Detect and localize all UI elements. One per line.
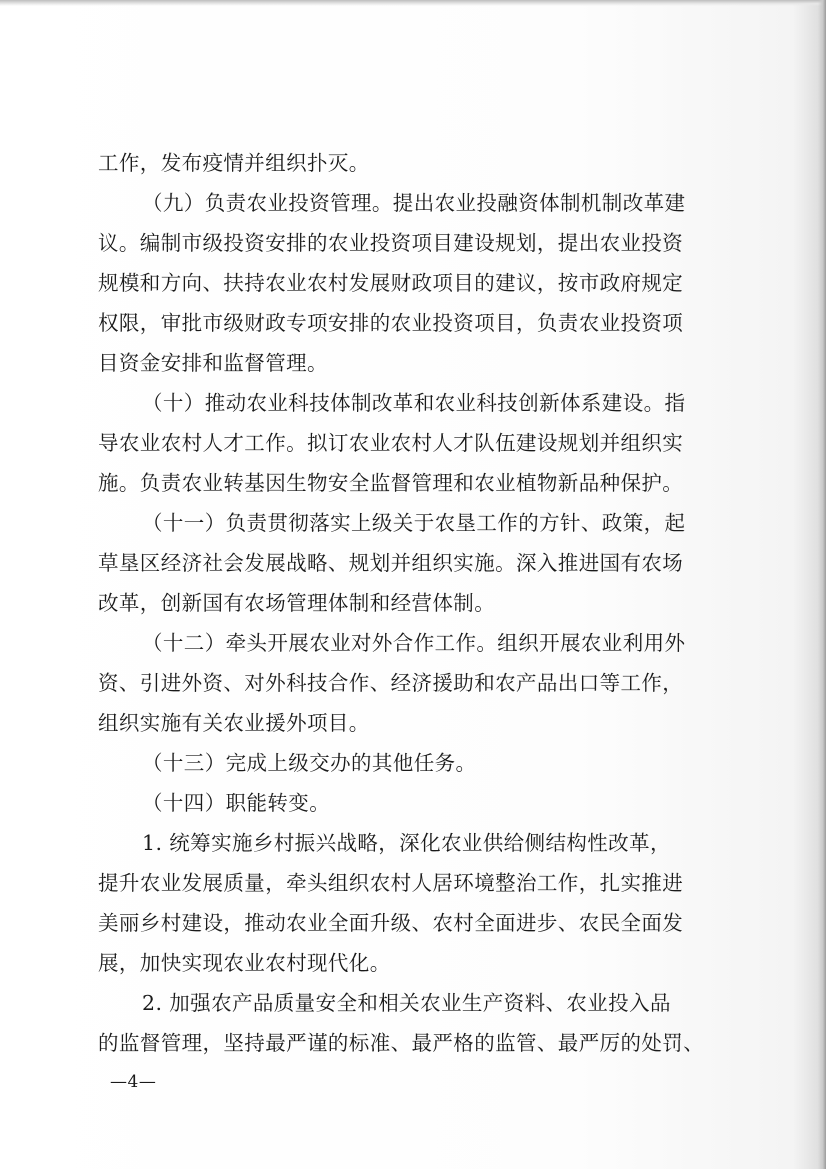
scan-right-edge bbox=[818, 0, 826, 1169]
body-text bbox=[98, 143, 730, 1063]
text-line: （十一）负责贯彻落实上级关于农垦工作的方针、政策，起 bbox=[142, 511, 686, 535]
text-line: 权限，审批市级财政专项安排的农业投资项目，负责农业投资项 bbox=[98, 311, 684, 335]
scan-top-edge bbox=[0, 0, 826, 6]
text-line: （十）推动农业科技体制改革和农业科技创新体系建设。指 bbox=[142, 391, 686, 415]
text-line: 提升农业发展质量，牵头组织农村人居环境整治工作，扎实推进 bbox=[98, 871, 684, 895]
text-line: （十三）完成上级交办的其他任务。 bbox=[142, 751, 477, 775]
text-line: 资、引进外资、对外科技合作、经济援助和农产品出口等工作， bbox=[98, 671, 684, 695]
text-line: 1. 统筹实施乡村振兴战略，深化农业供给侧结构性改革， bbox=[142, 831, 671, 855]
text-line: 2. 加强农产品质量安全和相关农业生产资料、农业投入品 bbox=[142, 991, 671, 1015]
page-number: —4— bbox=[110, 1072, 157, 1092]
text-line: 草垦区经济社会发展战略、规划并组织实施。深入推进国有农场 bbox=[98, 551, 684, 575]
text-line: 组织实施有关农业援外项目。 bbox=[98, 711, 370, 735]
text-line: 美丽乡村建设，推动农业全面升级、农村全面进步、农民全面发 bbox=[98, 911, 684, 935]
text-line: （九）负责农业投资管理。提出农业投融资体制机制改革建 bbox=[142, 191, 686, 215]
text-line: 规模和方向、扶持农业农村发展财政项目的建议，按市政府规定 bbox=[98, 271, 684, 295]
text-line: 展，加快实现农业农村现代化。 bbox=[98, 951, 391, 975]
text-line: 的监督管理，坚持最严谨的标准、最严格的监管、最严厉的处罚、 bbox=[98, 1031, 705, 1055]
text-line: （十四）职能转变。 bbox=[142, 791, 331, 815]
text-line: 施。负责农业转基因生物安全监督管理和农业植物新品种保护。 bbox=[98, 471, 684, 495]
text-line: 议。编制市级投资安排的农业投资项目建设规划，提出农业投资 bbox=[98, 231, 684, 255]
text-line: 目资金安排和监督管理。 bbox=[98, 351, 328, 375]
text-line: （十二）牵头开展农业对外合作工作。组织开展农业利用外 bbox=[142, 631, 686, 655]
text-line: 导农业农村人才工作。拟订农业农村人才队伍建设规划并组织实 bbox=[98, 431, 684, 455]
text-line: 工作，发布疫情并组织扑灭。 bbox=[98, 151, 370, 175]
text-line: 改革，创新国有农场管理体制和经营体制。 bbox=[98, 591, 496, 615]
